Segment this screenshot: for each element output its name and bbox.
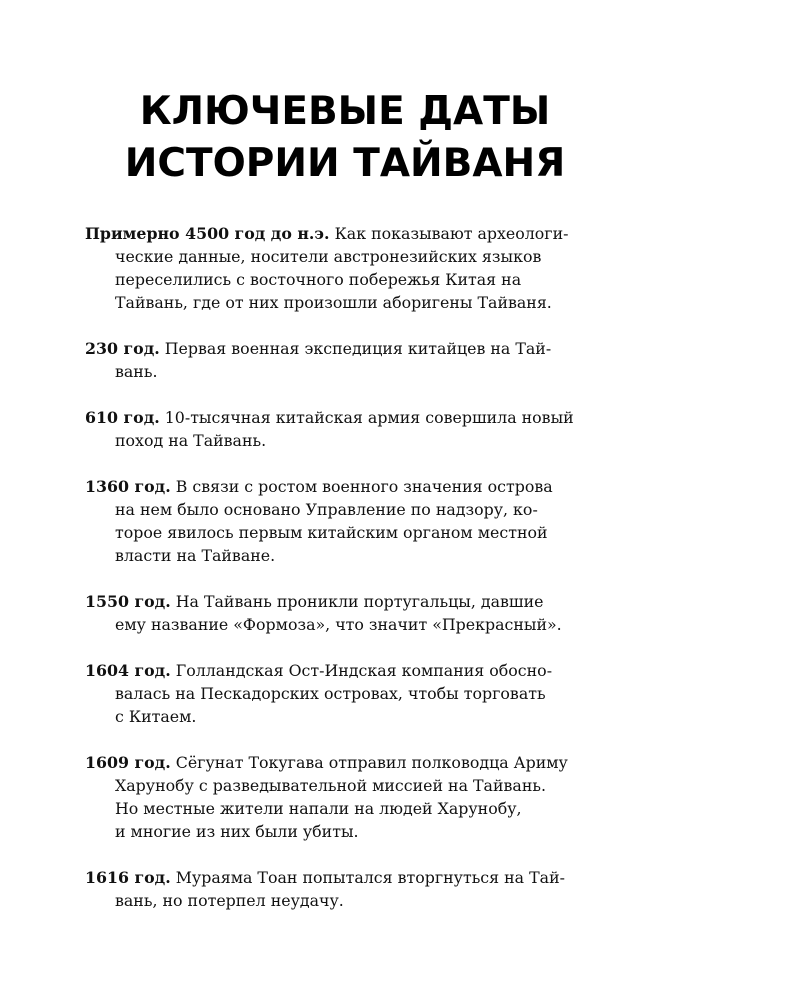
entry-date: 1604 год. bbox=[85, 661, 171, 680]
timeline-entry bbox=[85, 222, 615, 314]
entry-text: и многие из них были убиты. bbox=[115, 822, 359, 841]
entry-first-line bbox=[85, 222, 615, 245]
entry-text: Сёгунат Токугава отправил полководца Ариму bbox=[170, 753, 568, 772]
entry-text: с Китаем. bbox=[115, 707, 197, 726]
entry-text: 10-тысячная китайская армия совершила новый bbox=[159, 408, 574, 427]
entry-first-line bbox=[85, 866, 615, 889]
entry-text: переселились с восточного побережья Китая на bbox=[115, 270, 522, 289]
timeline-entry bbox=[85, 590, 615, 636]
entry-first-line bbox=[85, 751, 615, 774]
entry-text: Как показывают археологи- bbox=[329, 224, 569, 243]
entry-text: Первая военная экспедиция китайцев на Тай- bbox=[159, 339, 552, 358]
entry-date: 1616 год. bbox=[85, 868, 171, 887]
timeline-entry bbox=[85, 866, 615, 912]
timeline-entry bbox=[85, 659, 615, 728]
entry-text: ческие данные, носители австронезийских языков bbox=[115, 247, 542, 266]
entry-date: 1609 год. bbox=[85, 753, 171, 772]
entry-text: На Тайвань проникли португальцы, давшие bbox=[170, 592, 544, 611]
entry-text: Харунобу с разведывательной миссией на Тайвань. bbox=[115, 776, 546, 795]
entry-text: на нем было основано Управление по надзору, ко- bbox=[115, 500, 538, 519]
entry-first-line bbox=[85, 337, 615, 360]
entry-text: Тайвань, где от них произошли аборигены Тайваня. bbox=[115, 293, 552, 312]
entry-text: Но местные жители напали на людей Харунобу, bbox=[115, 799, 522, 818]
entry-date: 610 год. bbox=[85, 408, 160, 427]
entry-first-line bbox=[85, 659, 615, 682]
entry-text: торое явилось первым китайским органом местной bbox=[115, 523, 548, 542]
entry-text: Голландская Ост-Индская компания обосно- bbox=[170, 661, 553, 680]
entry-text: вань. bbox=[115, 362, 158, 381]
entry-date: 230 год. bbox=[85, 339, 160, 358]
page-title bbox=[80, 86, 610, 190]
entry-text: власти на Тайване. bbox=[115, 546, 276, 565]
entry-first-line bbox=[85, 406, 615, 429]
timeline-entry bbox=[85, 406, 615, 452]
title-line-2: ИСТОРИИ ТАЙВАНЯ bbox=[124, 141, 566, 186]
timeline-entry bbox=[85, 475, 615, 567]
entry-date: Примерно 4500 год до н.э. bbox=[85, 224, 330, 243]
entry-date: 1550 год. bbox=[85, 592, 171, 611]
entry-date: 1360 год. bbox=[85, 477, 171, 496]
entry-text: ему название «Формоза», что значит «Прекрасный». bbox=[115, 615, 562, 634]
timeline-entry bbox=[85, 751, 615, 843]
entry-text: поход на Тайвань. bbox=[115, 431, 267, 450]
entry-first-line bbox=[85, 475, 615, 498]
entry-first-line bbox=[85, 590, 615, 613]
entry-text: валась на Пескадорских островах, чтобы торговать bbox=[115, 684, 546, 703]
title-line-1: КЛЮЧЕВЫЕ ДАТЫ bbox=[139, 89, 551, 134]
timeline-entry bbox=[85, 337, 615, 383]
entry-text: Мураяма Тоан попытался вторгнуться на Тай- bbox=[170, 868, 565, 887]
entry-text: В связи с ростом военного значения острова bbox=[170, 477, 553, 496]
entry-text: вань, но потерпел неудачу. bbox=[115, 891, 344, 910]
